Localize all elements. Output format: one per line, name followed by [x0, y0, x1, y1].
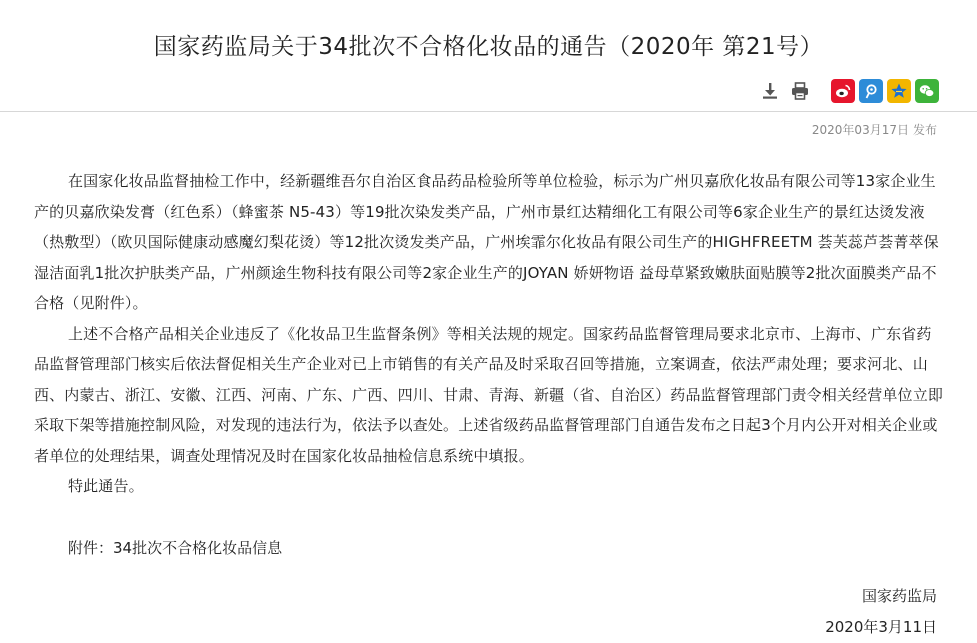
sign-date: 2020年3月11日 — [825, 618, 937, 636]
weibo-icon[interactable] — [831, 79, 855, 103]
print-icon[interactable] — [787, 78, 813, 104]
attachment-line[interactable]: 附件：34批次不合格化妆品信息 — [68, 539, 283, 557]
publish-date — [808, 121, 937, 138]
publish-label: 发布 — [912, 123, 937, 137]
closing-line: 特此通告。 — [68, 477, 144, 495]
paragraph-2: 上述不合格产品相关企业违反了《化妆品卫生监督条例》等相关法规的规定。国家药品监督管理局要求北京市、上海市、广东省药品监督管理部门核实后依法督促相关生产企业对已上市销售的有关产品及时采取召回等措施，立案调查，依法严肃处理；要求河北、山西、内蒙古、浙江、安徽、江西、河南、广东、广西、四川、甘肃、青海、新疆（省、自治区）药品监督管理部门责令相关经营单位立即采取下架等措施控制风险，对发现的违法行为，依法予以查处。上述省级药品监督管理部门自通告发布之日起3个月内公开对相关企业或者单位的处理结果，调查处理情况及时在国家化妆品抽检信息系统中填报。 — [34, 324, 944, 465]
page-title: 国家药监局关于34批次不合格化妆品的通告（2020年 第21号） — [153, 34, 824, 60]
article-body — [34, 166, 946, 502]
header-divider — [0, 111, 977, 112]
article-toolbar — [753, 78, 939, 104]
paragraph-1: 在国家化妆品监督抽检工作中，经新疆维吾尔自治区食品药品检验所等单位检验，标示为广州贝嘉欣化妆品有限公司等13家企业生产的贝嘉欣染发膏（红色系）（蜂蜜茶 N5-43）等19批次染发类产品，广州市景红达精细化工有限公司等6家企业生产的景红达烫发液（热敷型）（欧贝国际健康动感魔幻梨花烫）等12批次烫发类产品，广州埃霏尔化妆品有限公司生产的HIGHFREETM 荟芙蕊芦荟菁萃保湿洁面乳1批次护肤类产品，广州颜途生物科技有限公司等2家企业生产的JOYAN 娇妍物语 益母草紧致嫩肤面贴膜等2批次面膜类产品不合格（见附件）。 — [34, 172, 939, 312]
tencent-weibo-icon[interactable] — [859, 79, 883, 103]
wechat-icon[interactable] — [915, 79, 939, 103]
signer: 国家药监局 — [861, 587, 937, 605]
qzone-icon[interactable] — [887, 79, 911, 103]
download-icon[interactable] — [757, 78, 783, 104]
publish-date-value: 2020年03月17日 — [811, 123, 909, 137]
